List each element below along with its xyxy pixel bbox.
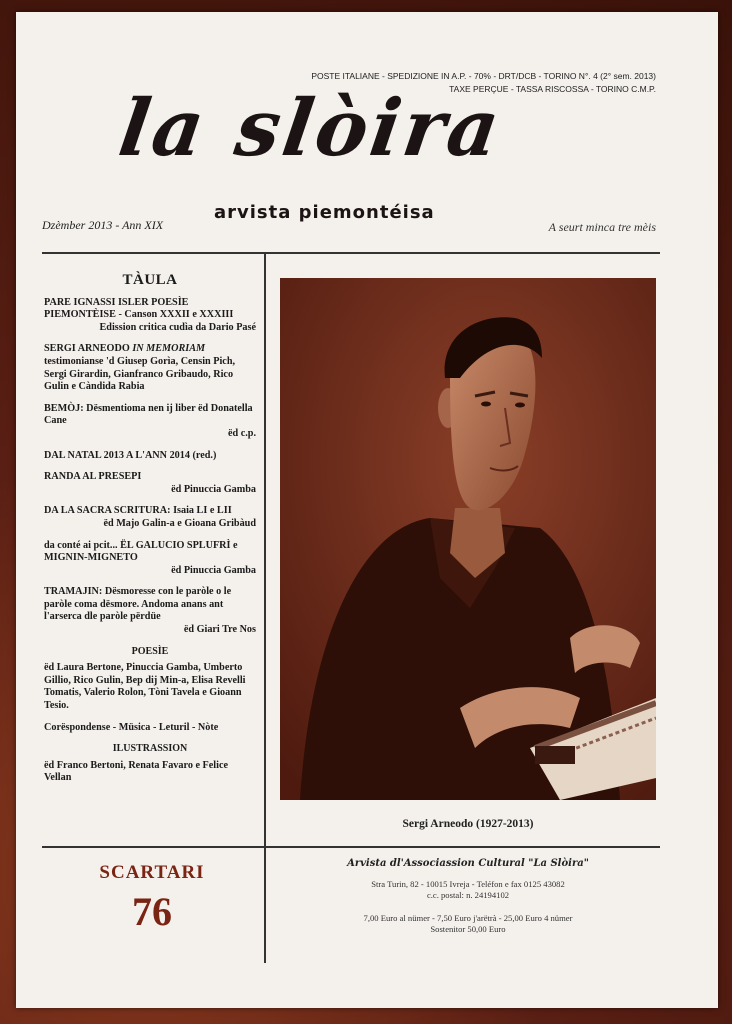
toc-entry-emphasis: IN MEMORIAM — [132, 343, 206, 355]
publication-frequency: A seurt minca tre mèis — [548, 220, 656, 234]
table-of-contents — [44, 274, 256, 794]
toc-entry-credit: ëd c.p. — [227, 427, 256, 439]
supporter-line: Sostenitor 50,00 Euro — [430, 924, 506, 934]
portrait-illustration — [280, 278, 656, 800]
toc-entry-text: RANDA AL PRESEPI — [44, 471, 142, 483]
postal-line-1: POSTE ITALIANE - SPEDIZIONE IN A.P. - 70% - DRT/DCB - TORINO N°. 4 (2° sem. 2013) — [311, 71, 656, 81]
toc-entry-text: TRAMAJIN: Dësmoresse con le paròle o le paròle coma dësmore. Andoma anans ant l'arserca dle paròle përdüe — [44, 586, 232, 623]
price-line: 7,00 Euro al nümer - 7,50 Euro j'arëtrà - 25,00 Euro 4 nümer — [363, 913, 573, 923]
series-number: 76 — [132, 889, 172, 934]
association-name: Arvista dl'Associassion Cultural "La Slòira" — [347, 858, 589, 869]
toc-entry-text: DA LA SACRA SCRITURA: Isaia LI e LII — [44, 505, 232, 517]
postal-line-2: TAXE PERÇUE - TASSA RISCOSSA - TORINO C.M.P. — [449, 84, 656, 94]
address-line: Stra Turin, 82 - 10015 Ivreja - Teléfon e fax 0125 43082 — [371, 879, 565, 889]
issue-series — [46, 862, 258, 935]
sections-line: Corëspondense - Müsica - Leturil - Nòte — [44, 721, 219, 733]
illustrassion-authors: ëd Franco Bertoni, Renata Favaro e Felice Vellan — [44, 759, 228, 784]
top-divider — [42, 252, 660, 254]
illustrassion-heading: ILUSTRASSION — [112, 743, 188, 755]
toc-entry-text: da conté ai pcit... ËL GALUCIO SPLUFRÌ e MIGNIN-MIGNETO — [44, 539, 238, 564]
issue-date: Dzèmber 2013 - Ann XIX — [42, 218, 164, 232]
toc-entry — [44, 297, 256, 335]
portrait-photo — [280, 278, 656, 800]
toc-entry-text: SERGI ARNEODO — [44, 343, 133, 355]
toc-entry — [44, 343, 256, 393]
toc-entry-text: PARE IGNASSI ISLER POESÌE PIEMONTÈISE - Canson XXXII e XXXIII — [44, 296, 234, 321]
toc-entry-credit: ëd Pinuccia Gamba — [171, 483, 256, 495]
series-label: SCARTARI — [99, 862, 205, 883]
toc-entry — [44, 540, 256, 578]
photo-caption: Sergi Arneodo (1927-2013) — [402, 818, 534, 830]
toc-entry-credit: ëd Majo Galin-a e Gioana Gribàud — [103, 517, 256, 529]
masthead-title: la slòira — [113, 83, 508, 174]
bottom-divider — [42, 846, 660, 848]
toc-title: TÀULA — [122, 272, 178, 288]
toc-entry-detail: testimonianse 'd Giusep Gorìa, Censin Pich, Sergi Girardin, Gianfranco Gribaudo, Rico Gulin e Càndida Rabia — [44, 355, 236, 393]
toc-entry — [44, 505, 256, 530]
toc-entry-credit: ëd Pinuccia Gamba — [171, 564, 256, 576]
column-divider — [264, 253, 266, 963]
postal-account: c.c. postal: n. 24194102 — [426, 890, 510, 900]
publisher-info — [280, 858, 656, 935]
toc-entry-text: BEMÒJ: Dësmentioma nen ij liber ëd Donatella Cane — [44, 402, 253, 427]
toc-entry — [44, 586, 256, 636]
poesie-heading: POESÌE — [131, 645, 169, 657]
toc-entry-credit: ëd Giari Tre Nos — [183, 624, 256, 636]
toc-entry-credit: Edission critica cudìa da Dario Pasé — [99, 321, 256, 333]
toc-entry-text: DAL NATAL 2013 A L'ANN 2014 (red.) — [44, 449, 217, 461]
toc-entry — [44, 471, 256, 496]
masthead-subtitle: arvista piemontéisa — [214, 202, 435, 223]
toc-entry — [44, 450, 256, 463]
toc-entry — [44, 403, 256, 441]
magazine-cover — [16, 12, 718, 1008]
poesie-authors: ëd Laura Bertone, Pinuccia Gamba, Umberto Gillio, Rico Gulin, Bep dij Min-a, Elisa Revelli Tomatis, Valerio Rolon, Tòni Tavela e Gioann Tesio. — [44, 662, 246, 712]
